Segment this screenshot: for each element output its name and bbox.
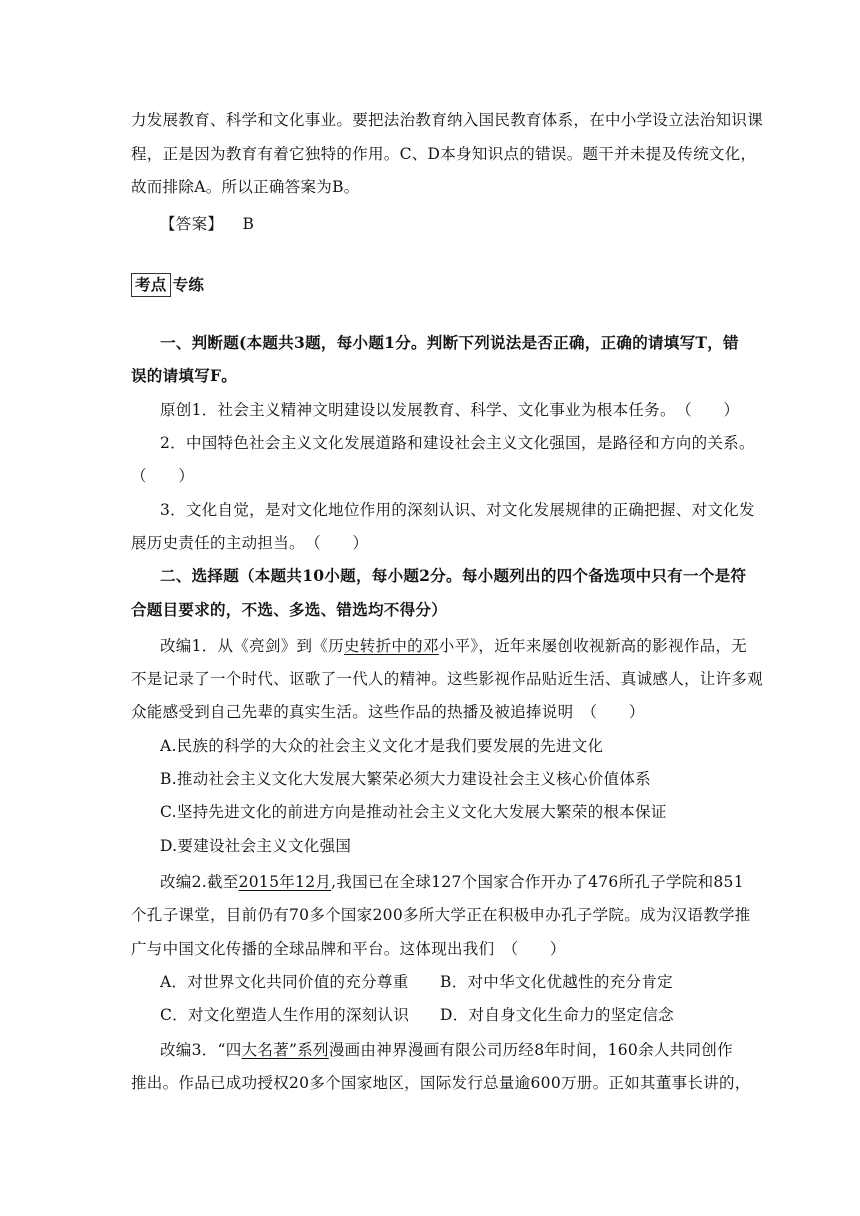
part2-heading: 二、选择题（本题共10小题，每小题2分。每小题列出的四个备选项中只有一个是符 bbox=[160, 566, 747, 585]
answer-label: 【答案】 bbox=[160, 215, 224, 233]
question-text: 改编2.截至 bbox=[160, 873, 239, 891]
judge-question-3: 3．文化自觉，是对文化地位作用的深刻认识、对文化发展规律的正确把握、对文化发 bbox=[160, 501, 755, 519]
section-badge: 考点 bbox=[131, 273, 171, 297]
judge-question-2: 2．中国特色社会主义文化发展道路和建设社会主义文化强国，是路径和方向的关系。 bbox=[160, 434, 755, 452]
choice-question-2-cont: 个孔子课堂，目前仍有70多个国家200多所大学正在积极申办孔子学院。成为汉语教学推 bbox=[131, 906, 751, 924]
question-text: ,我国已在全球127个国家合作开办了476所孔子学院和851 bbox=[331, 873, 744, 891]
choice-question-2 bbox=[160, 872, 744, 892]
answer-line bbox=[160, 214, 254, 234]
part1-heading: 一、判断题(本题共3题，每小题1分。判断下列说法是否正确，正确的请填写T，错 bbox=[160, 333, 739, 352]
paragraph-line: 程，正是因为教育有着它独特的作用。C、D本身知识点的错误。题干并未提及传统文化， bbox=[131, 145, 757, 163]
paragraph-line: 故而排除A。所以正确答案为B。 bbox=[131, 178, 360, 196]
underlined-text: 大名著”系列 bbox=[241, 1041, 329, 1059]
paragraph-line: 力发展教育、科学和文化事业。要把法治教育纳入国民教育体系，在中小学设立法治知识课 bbox=[131, 111, 764, 129]
option-b: B.推动社会主义文化大发展大繁荣必须大力建设社会主义核心价值体系 bbox=[160, 770, 651, 788]
part1-heading: 误的请填写F。 bbox=[131, 366, 238, 385]
underlined-text: 2015年12月 bbox=[238, 873, 332, 891]
question-text: 改编3．“四 bbox=[160, 1041, 242, 1059]
choice-question-1-cont: 不是记录了一个时代、讴歌了一代人的精神。这些影视作品贴近生活、真诚感人，让许多观 bbox=[131, 670, 764, 688]
choice-question-3 bbox=[160, 1040, 733, 1060]
answer-value: B bbox=[242, 215, 255, 233]
question-text: 小平》，近年来屡创收视新高的影视作品，无 bbox=[438, 637, 748, 655]
section-header bbox=[131, 273, 204, 297]
part2-heading: 合题目要求的，不选、多选、错选均不得分） bbox=[131, 600, 448, 619]
choice-question-1-cont: 众能感受到自己先辈的真实生活。这些作品的热播及被追捧说明 （ ） bbox=[131, 703, 645, 721]
option-a: A.民族的科学的大众的社会主义文化才是我们要发展的先进文化 bbox=[160, 737, 604, 755]
question-text: 漫画由神界漫画有限公司历经8年时间，160余人共同创作 bbox=[328, 1041, 733, 1059]
judge-question-3-cont: 展历史责任的主动担当。 （ ） bbox=[131, 534, 369, 552]
choice-question-2-cont: 广与中国文化传播的全球品牌和平台。这体现出我们 （ ） bbox=[131, 940, 566, 958]
section-title: 专练 bbox=[172, 275, 205, 294]
judge-question-2-blank: （ ） bbox=[131, 467, 195, 485]
option-c: C.坚持先进文化的前进方向是推动社会主义文化大发展大繁荣的根本保证 bbox=[160, 803, 667, 821]
judge-question-1: 原创1．社会主义精神文明建设以发展教育、科学、文化事业为根本任务。 （ ） bbox=[160, 401, 740, 419]
question-text: 改编1．从《亮剑》到《历 bbox=[160, 637, 344, 655]
option-d: D．对自身文化生命力的坚定信念 bbox=[440, 1006, 674, 1024]
underlined-text: 史转折中的邓 bbox=[343, 637, 439, 655]
option-d: D.要建设社会主义文化强国 bbox=[160, 837, 352, 855]
choice-question-1 bbox=[160, 636, 747, 656]
choice-question-3-cont: 推出。作品已成功授权20多个国家地区，国际发行总量逾600万册。正如其董事长讲的， bbox=[131, 1074, 751, 1092]
option-b: B．对中华文化优越性的充分肯定 bbox=[440, 973, 673, 991]
option-c: C．对文化塑造人生作用的深刻认识 bbox=[160, 1006, 410, 1024]
option-a: A．对世界文化共同价值的充分尊重 bbox=[160, 973, 409, 991]
